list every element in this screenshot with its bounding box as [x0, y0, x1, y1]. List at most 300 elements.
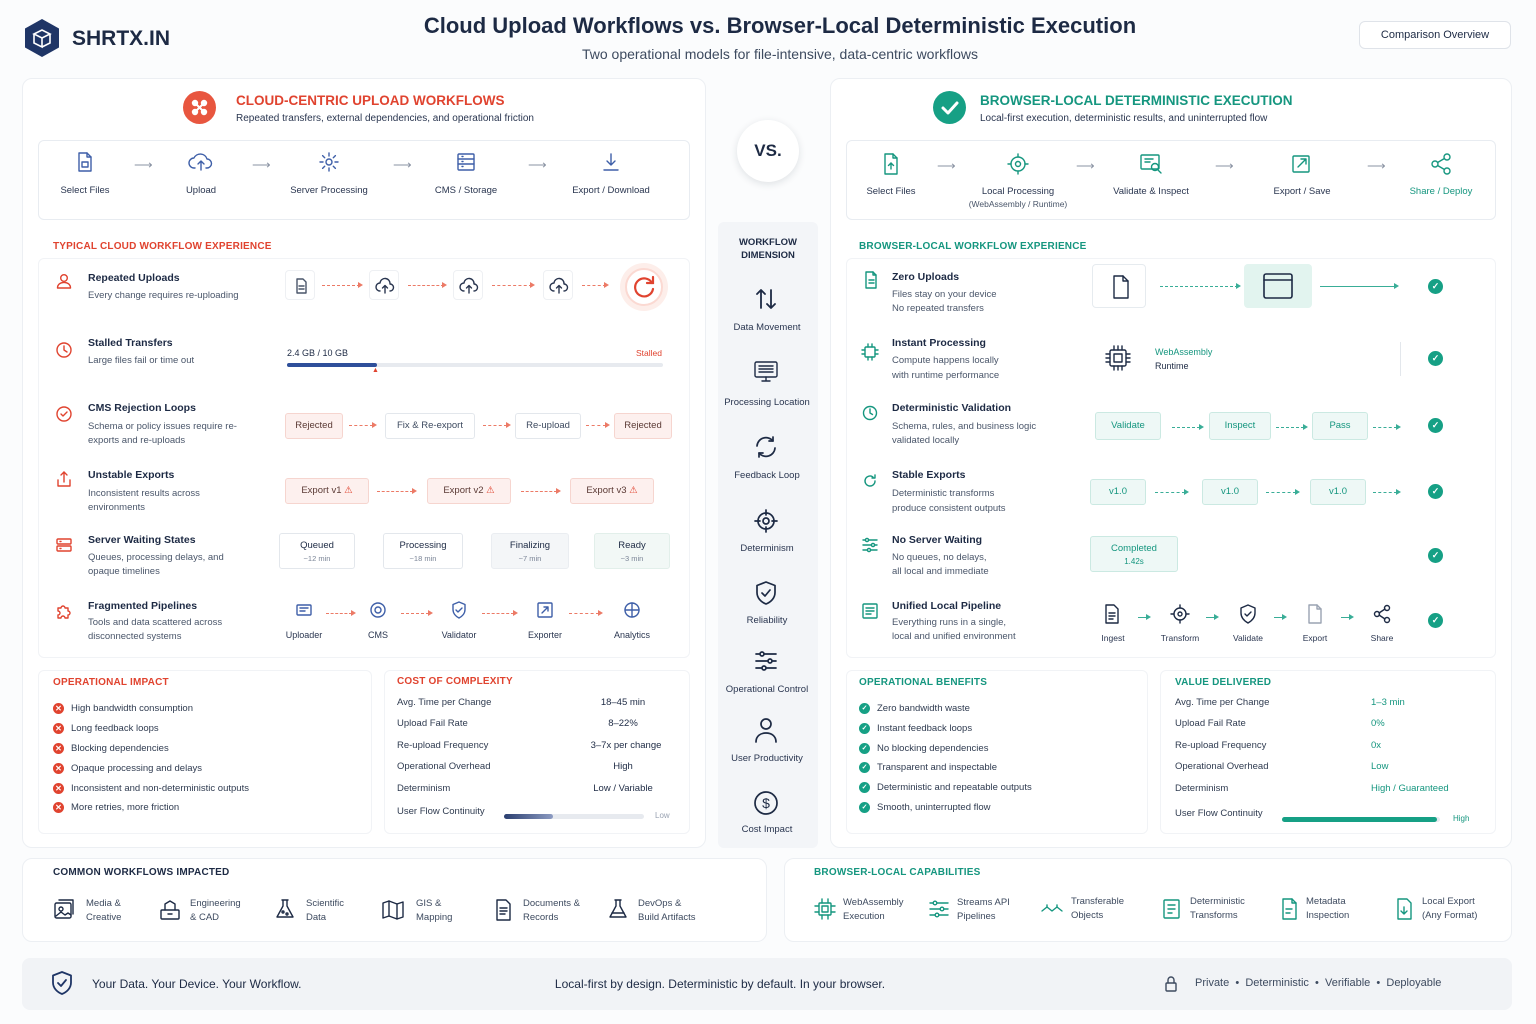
- warning-icon: ⚠: [344, 485, 353, 496]
- transfer-status: Stalled: [636, 348, 662, 358]
- arrow-head: [1184, 489, 1189, 495]
- arrow-head: [1303, 424, 1308, 430]
- media-icon: [52, 898, 76, 927]
- cloud-row-title: Unstable Exports: [88, 469, 175, 481]
- browser-window-icon: [1244, 264, 1312, 308]
- cloud-step-label: Upload: [185, 185, 217, 196]
- completed-chip: [1090, 536, 1178, 572]
- footer-tag: Private: [1195, 977, 1230, 989]
- value-title: VALUE DELIVERED: [1175, 677, 1272, 688]
- stage-time: ~3 min: [620, 554, 644, 563]
- arrow-head: [598, 610, 603, 616]
- arrow-head: [506, 422, 511, 428]
- arrow-head: [1295, 489, 1300, 495]
- version-chip: v1.0: [1090, 479, 1146, 505]
- bullet-icon: •: [1373, 977, 1384, 989]
- cloud-subtitle: Repeated transfers, external dependencies, and operational friction: [236, 113, 534, 124]
- dimension-label: Operational Control: [725, 684, 809, 695]
- arrow-head: [1282, 614, 1287, 620]
- pipeline-label: CMS: [368, 630, 388, 640]
- bullet-icon: •: [1232, 977, 1243, 989]
- x-circle-icon: ✕: [53, 743, 64, 754]
- x-circle-icon: ✕: [53, 783, 64, 794]
- cloud-upload-icon: [369, 270, 399, 300]
- value-value: 1–3 min: [1371, 697, 1405, 708]
- cloud-x-icon: [183, 91, 216, 124]
- scientific-icon: [273, 897, 297, 926]
- cloud-row-desc: Queues, processing delays, and opaque timelines: [88, 552, 224, 577]
- cost-key: Determinism: [397, 783, 451, 794]
- cloud-step-label: Select Files: [60, 185, 110, 196]
- stage-label: Queued: [300, 540, 334, 551]
- cloud-title: CLOUD-CENTRIC UPLOAD WORKFLOWS: [236, 93, 505, 108]
- benefit-item: Smooth, uninterrupted flow: [877, 802, 991, 813]
- reupload-chip: Re-upload: [515, 413, 581, 439]
- impact-item: Long feedback loops: [71, 723, 159, 734]
- arrow-head: [513, 610, 518, 616]
- export-icon: [55, 470, 73, 493]
- exporter-icon: [535, 600, 555, 625]
- check-icon: ✓: [1428, 351, 1443, 366]
- benefit-item: Zero bandwidth waste: [877, 703, 970, 714]
- cloud-row-title: CMS Rejection Loops: [88, 402, 196, 414]
- flow-line: [1172, 427, 1200, 428]
- ingest-icon: [1101, 603, 1123, 630]
- local-row-title: Unified Local Pipeline: [892, 600, 1002, 612]
- common-title: COMMON WORKFLOWS IMPACTED: [53, 867, 230, 878]
- fix-reexport-chip: Fix & Re-export: [385, 413, 475, 439]
- chip-label: Export v1: [301, 485, 342, 496]
- cloud-row-title: Fragmented Pipelines: [88, 600, 198, 612]
- engineering-icon: [158, 898, 182, 927]
- capability-item: [843, 896, 904, 924]
- impact-title: OPERATIONAL IMPACT: [53, 677, 169, 688]
- benefit-item: Instant feedback loops: [877, 723, 973, 734]
- user-productivity-icon: [753, 716, 779, 749]
- check-icon: ✓: [1428, 279, 1443, 294]
- local-row-desc: No repeated transfers: [892, 303, 984, 314]
- arrow-icon: ⟶: [1215, 158, 1234, 173]
- capability-line: Streams API: [957, 897, 1010, 908]
- cost-title: COST OF COMPLEXITY: [397, 676, 513, 687]
- cloud-upload-icon: [543, 270, 573, 300]
- x-circle-icon: ✕: [53, 763, 64, 774]
- retry-icon: [620, 263, 668, 311]
- dimension-label: Cost Impact: [741, 824, 793, 835]
- local-row-desc: No queues, no delays,: [892, 552, 987, 563]
- cloud-row-desc: Schema or policy issues require re-exports and re-uploads: [88, 421, 237, 446]
- validator-icon: [449, 600, 469, 625]
- streams-icon: [927, 897, 951, 926]
- common-line: Creative: [86, 912, 122, 923]
- local-row-title: No Server Waiting: [892, 534, 983, 546]
- footer-left: Your Data. Your Device. Your Workflow.: [92, 977, 302, 991]
- common-item: [190, 897, 241, 925]
- chip-icon: [861, 343, 879, 366]
- cloud-steps-card: [38, 140, 690, 220]
- arrow-head: [1236, 283, 1241, 289]
- brand-logo: [22, 18, 62, 58]
- footer-center: Local-first by design. Deterministic by default. In your browser.: [554, 977, 886, 991]
- local-experience-card: [846, 258, 1496, 658]
- user-icon: [55, 272, 73, 295]
- pipeline-label: Uploader: [285, 630, 323, 640]
- local-row-desc: validated locally: [892, 435, 960, 446]
- common-line: GIS &: [416, 898, 442, 909]
- cost-value: Low / Variable: [593, 783, 653, 794]
- cloud-step-label: Export / Download: [572, 185, 650, 196]
- arrow-head: [442, 282, 447, 288]
- pipeline-label: Export: [1302, 633, 1328, 643]
- pipeline-label: Transform: [1160, 633, 1200, 643]
- determinism-icon: [753, 508, 779, 539]
- stage-time: ~7 min: [518, 554, 542, 563]
- flow-line: [521, 491, 557, 492]
- check-icon: ✓: [1428, 418, 1443, 433]
- flow-line: [483, 425, 507, 426]
- data-movement-icon: [753, 286, 779, 317]
- server-icon: [55, 536, 73, 559]
- warning-icon: ⚠: [629, 485, 638, 496]
- cloud-row-desc: Inconsistent results across environments: [88, 488, 200, 513]
- queued-chip: [279, 533, 355, 569]
- flow-line: [1206, 617, 1214, 618]
- documents-icon: [491, 898, 515, 927]
- benefit-item: No blocking dependencies: [877, 743, 989, 754]
- local-row-desc: with runtime performance: [892, 370, 1000, 381]
- common-item: [523, 897, 580, 925]
- flow-line: [1155, 492, 1185, 493]
- file-icon: [863, 271, 879, 294]
- arrow-head: [1199, 424, 1204, 430]
- capability-line: Metadata: [1306, 896, 1346, 907]
- chip-label: Export v2: [443, 485, 484, 496]
- ready-chip: [594, 533, 670, 569]
- stage-label: Processing: [399, 540, 447, 551]
- validate-chip: Validate: [1095, 412, 1161, 440]
- cost-key: Re-upload Frequency: [397, 740, 489, 751]
- stall-marker: ▲: [372, 367, 379, 374]
- impact-item: Blocking dependencies: [71, 743, 169, 754]
- pipeline-label: Analytics: [613, 630, 650, 640]
- capability-line: (Any Format): [1422, 910, 1478, 921]
- pipeline-icon: [861, 602, 879, 625]
- server-processing-icon: [318, 151, 340, 178]
- check-circle-icon: ✓: [859, 802, 870, 813]
- check-circle-icon: [933, 91, 966, 124]
- stage-time: ~18 min: [409, 554, 437, 563]
- impact-item: High bandwidth consumption: [71, 703, 193, 714]
- common-line: Media &: [86, 898, 121, 909]
- analytics-icon: [622, 600, 642, 625]
- flow-line: [1341, 617, 1349, 618]
- pipeline-label: Exporter: [527, 630, 562, 640]
- export-save-icon: [1290, 152, 1314, 181]
- flow-line: [1266, 492, 1296, 493]
- cms-storage-icon: [455, 151, 477, 178]
- map-icon: [381, 898, 405, 927]
- capability-line: Inspection: [1306, 910, 1350, 921]
- shield-icon: [50, 970, 74, 1001]
- capability-item: [1190, 895, 1245, 923]
- footer-tags: [1195, 977, 1441, 989]
- value-key: Upload Fail Rate: [1175, 718, 1246, 729]
- local-row-title: Deterministic Validation: [892, 402, 1012, 414]
- feedback-loop-icon: [753, 434, 779, 465]
- flow-line: [1274, 617, 1282, 618]
- flow-label: User Flow Continuity: [1175, 808, 1263, 819]
- transferable-icon: [1040, 897, 1064, 926]
- arrow-icon: ⟶: [1367, 158, 1386, 173]
- local-file-icon: [1092, 264, 1146, 308]
- completed-label: Completed: [1111, 543, 1157, 554]
- flow-line: [377, 491, 413, 492]
- common-item: [416, 897, 452, 925]
- common-item: [86, 897, 121, 925]
- dimension-label: Processing Location: [724, 397, 810, 408]
- shield-check-icon: [55, 405, 73, 428]
- common-line: DevOps &: [638, 898, 682, 909]
- vs-badge: VS.: [737, 120, 799, 182]
- sliders-icon: [861, 536, 879, 559]
- arrow-head: [1394, 283, 1399, 289]
- check-circle-icon: ✓: [859, 743, 870, 754]
- common-line: & CAD: [190, 912, 220, 923]
- export-file-icon: [1304, 603, 1326, 630]
- x-circle-icon: ✕: [53, 802, 64, 813]
- local-step-label: Share / Deploy: [1409, 186, 1473, 197]
- brand-name: SHRTX.IN: [72, 27, 171, 50]
- footer-tag: Deployable: [1386, 977, 1442, 989]
- flow-line: [586, 425, 606, 426]
- arrow-head: [1214, 614, 1219, 620]
- local-row-desc: produce consistent outputs: [892, 503, 1006, 514]
- value-value: Low: [1371, 761, 1389, 772]
- value-value: 0x: [1371, 740, 1382, 751]
- bullet-icon: •: [1311, 977, 1322, 989]
- flow-line: [326, 613, 352, 614]
- arrow-head: [530, 282, 535, 288]
- share-deploy-icon: [1429, 152, 1453, 181]
- validate-inspect-icon: [1139, 152, 1163, 181]
- version-chip: v1.0: [1310, 479, 1366, 505]
- cpu-icon: [1103, 343, 1133, 378]
- select-files-icon: [880, 152, 902, 181]
- footer-tag: Verifiable: [1325, 977, 1371, 989]
- check-circle-icon: ✓: [859, 703, 870, 714]
- chip-label: Export v3: [586, 485, 627, 496]
- common-line: Engineering: [190, 898, 241, 909]
- validation-icon: [862, 405, 878, 426]
- local-step-label: Select Files: [866, 186, 916, 197]
- common-line: Build Artifacts: [638, 912, 696, 923]
- dimension-label: Determinism: [740, 543, 794, 554]
- svg-text:$: $: [762, 795, 770, 811]
- rejected-chip: Rejected: [614, 413, 672, 439]
- cost-value: 3–7x per change: [590, 740, 662, 751]
- export-v1-chip: [285, 478, 369, 504]
- local-export-icon: [1392, 897, 1416, 926]
- capability-line: Pipelines: [957, 911, 996, 922]
- flow-line: [1373, 492, 1397, 493]
- check-circle-icon: ✓: [859, 782, 870, 793]
- cost-key: Upload Fail Rate: [397, 718, 468, 729]
- check-icon: ✓: [1428, 613, 1443, 628]
- local-row-title: Zero Uploads: [892, 271, 960, 283]
- inspect-chip: Inspect: [1209, 412, 1271, 440]
- arrow-head: [1146, 614, 1151, 620]
- local-experience-title: BROWSER-LOCAL WORKFLOW EXPERIENCE: [859, 241, 1087, 252]
- local-title: BROWSER-LOCAL DETERMINISTIC EXECUTION: [980, 93, 1293, 108]
- flow-line: [582, 285, 606, 286]
- reliability-icon: [753, 580, 779, 611]
- cost-value: 18–45 min: [600, 697, 646, 708]
- cloud-row-title: Server Waiting States: [88, 534, 196, 546]
- check-icon: ✓: [1428, 548, 1443, 563]
- arrow-icon: ⟶: [937, 158, 956, 173]
- pipeline-label: Validate: [1232, 633, 1264, 643]
- value-key: Operational Overhead: [1175, 761, 1269, 772]
- arrow-icon: ⟶: [393, 157, 412, 172]
- cloud-row-desc: Tools and data scattered across disconnected systems: [88, 617, 223, 642]
- transfer-progress-text: 2.4 GB / 10 GB: [287, 348, 349, 358]
- arrow-head: [605, 422, 610, 428]
- value-value: 0%: [1371, 718, 1385, 729]
- export-v2-chip: [427, 478, 511, 504]
- export-download-icon: [600, 151, 622, 178]
- pass-chip: Pass: [1312, 412, 1368, 440]
- arrow-head: [372, 422, 377, 428]
- arrow-icon: ⟶: [1076, 158, 1095, 173]
- operational-control-icon: [753, 648, 779, 679]
- cost-key: Avg. Time per Change: [397, 697, 492, 708]
- local-step-label: Validate & Inspect: [1113, 186, 1189, 197]
- puzzle-icon: [55, 603, 73, 626]
- local-row-desc: local and unified environment: [892, 631, 1016, 642]
- transform-icon: [1169, 603, 1191, 630]
- share-icon: [1371, 603, 1393, 630]
- local-step-sub: (WebAssembly / Runtime): [968, 199, 1068, 209]
- transforms-icon: [1160, 897, 1184, 926]
- processing-location-icon: [752, 358, 780, 391]
- check-circle-icon: ✓: [859, 723, 870, 734]
- local-row-desc: Everything runs in a single,: [892, 617, 1007, 628]
- flow-line: [1320, 286, 1396, 287]
- capability-item: [957, 896, 1010, 924]
- benefits-title: OPERATIONAL BENEFITS: [859, 677, 988, 688]
- stage-label: Ready: [618, 540, 646, 551]
- common-line: Mapping: [416, 912, 453, 923]
- comparison-overview-button[interactable]: Comparison Overview: [1359, 21, 1511, 49]
- arrow-icon: ⟶: [252, 157, 271, 172]
- local-row-title: Instant Processing: [892, 337, 986, 349]
- webassembly-icon: [813, 897, 837, 926]
- arrow-head: [1349, 614, 1354, 620]
- rejected-chip: Rejected: [285, 413, 343, 439]
- arrow-head: [428, 610, 433, 616]
- common-item: [638, 897, 696, 925]
- flow-fill: [1282, 817, 1437, 822]
- capability-line: WebAssembly: [843, 897, 904, 908]
- cloud-step-label: CMS / Storage: [434, 185, 498, 196]
- cost-value: High: [613, 761, 633, 772]
- flow-line: [1160, 286, 1238, 287]
- arrow-head: [1396, 424, 1401, 430]
- flow-line: [1138, 617, 1146, 618]
- capability-line: Transferable: [1071, 896, 1124, 907]
- local-subtitle: Local-first execution, deterministic results, and uninterrupted flow: [980, 113, 1268, 124]
- file-icon: [285, 270, 315, 300]
- stage-label: Finalizing: [509, 540, 551, 551]
- flow-line: [482, 613, 514, 614]
- dimension-label: Data Movement: [733, 322, 801, 333]
- refresh-icon: [862, 473, 878, 494]
- lock-icon: [1163, 975, 1179, 998]
- value-key: Avg. Time per Change: [1175, 697, 1270, 708]
- runtime-line2: Runtime: [1155, 361, 1189, 371]
- footer-tag: Deterministic: [1245, 977, 1309, 989]
- flow-line: [492, 285, 532, 286]
- cloud-row-title: Stalled Transfers: [88, 337, 173, 349]
- benefit-item: Deterministic and repeatable outputs: [877, 782, 1032, 793]
- arrow-head: [351, 610, 356, 616]
- local-row-desc: Files stay on your device: [892, 289, 997, 300]
- flow-line: [349, 425, 373, 426]
- separator: [1400, 342, 1401, 376]
- capability-line: Transforms: [1190, 910, 1238, 921]
- middle-title: WORKFLOW DIMENSION: [738, 237, 798, 261]
- capability-line: Execution: [843, 911, 885, 922]
- cloud-experience-card: [38, 258, 690, 658]
- benefit-item: Transparent and inspectable: [877, 762, 998, 773]
- pipeline-label: Ingest: [1101, 633, 1125, 643]
- common-line: Scientific: [306, 898, 345, 909]
- dimension-label: User Productivity: [731, 753, 803, 764]
- cloud-experience-title: TYPICAL CLOUD WORKFLOW EXPERIENCE: [53, 241, 272, 252]
- flow-value: High: [1453, 814, 1470, 823]
- flow-value: Low: [655, 811, 670, 820]
- pipeline-label: Share: [1370, 633, 1394, 643]
- page-subtitle: Two operational models for file-intensive, data-centric workflows: [581, 46, 979, 62]
- arrow-head: [412, 488, 417, 494]
- capability-item: [1071, 895, 1124, 923]
- local-processing-icon: [1006, 152, 1030, 181]
- common-item: [306, 897, 344, 925]
- transfer-progress-fill: [287, 363, 377, 367]
- impact-item: Opaque processing and delays: [71, 763, 202, 774]
- common-line: Documents &: [523, 898, 581, 909]
- local-row-desc: all local and immediate: [892, 566, 989, 577]
- select-files-icon: [74, 151, 96, 178]
- cost-key: Operational Overhead: [397, 761, 491, 772]
- cost-impact-icon: [752, 789, 780, 822]
- cloud-row-desc: Every change requires re-uploading: [88, 290, 239, 301]
- pipeline-label: Validator: [441, 630, 477, 640]
- arrow-icon: ⟶: [134, 157, 153, 172]
- version-chip: v1.0: [1202, 479, 1258, 505]
- cloud-upload-icon: [453, 270, 483, 300]
- page-title: Cloud Upload Workflows vs. Browser-Local Deterministic Execution: [423, 13, 1137, 38]
- value-key: Re-upload Frequency: [1175, 740, 1267, 751]
- warning-icon: ⚠: [486, 485, 495, 496]
- upload-icon: [188, 151, 214, 178]
- check-icon: ✓: [1428, 484, 1443, 499]
- uploader-icon: [294, 600, 314, 625]
- local-row-desc: Compute happens locally: [892, 355, 999, 366]
- cms-icon: [368, 600, 388, 625]
- flow-fill: [504, 814, 553, 819]
- processing-chip: [383, 533, 463, 569]
